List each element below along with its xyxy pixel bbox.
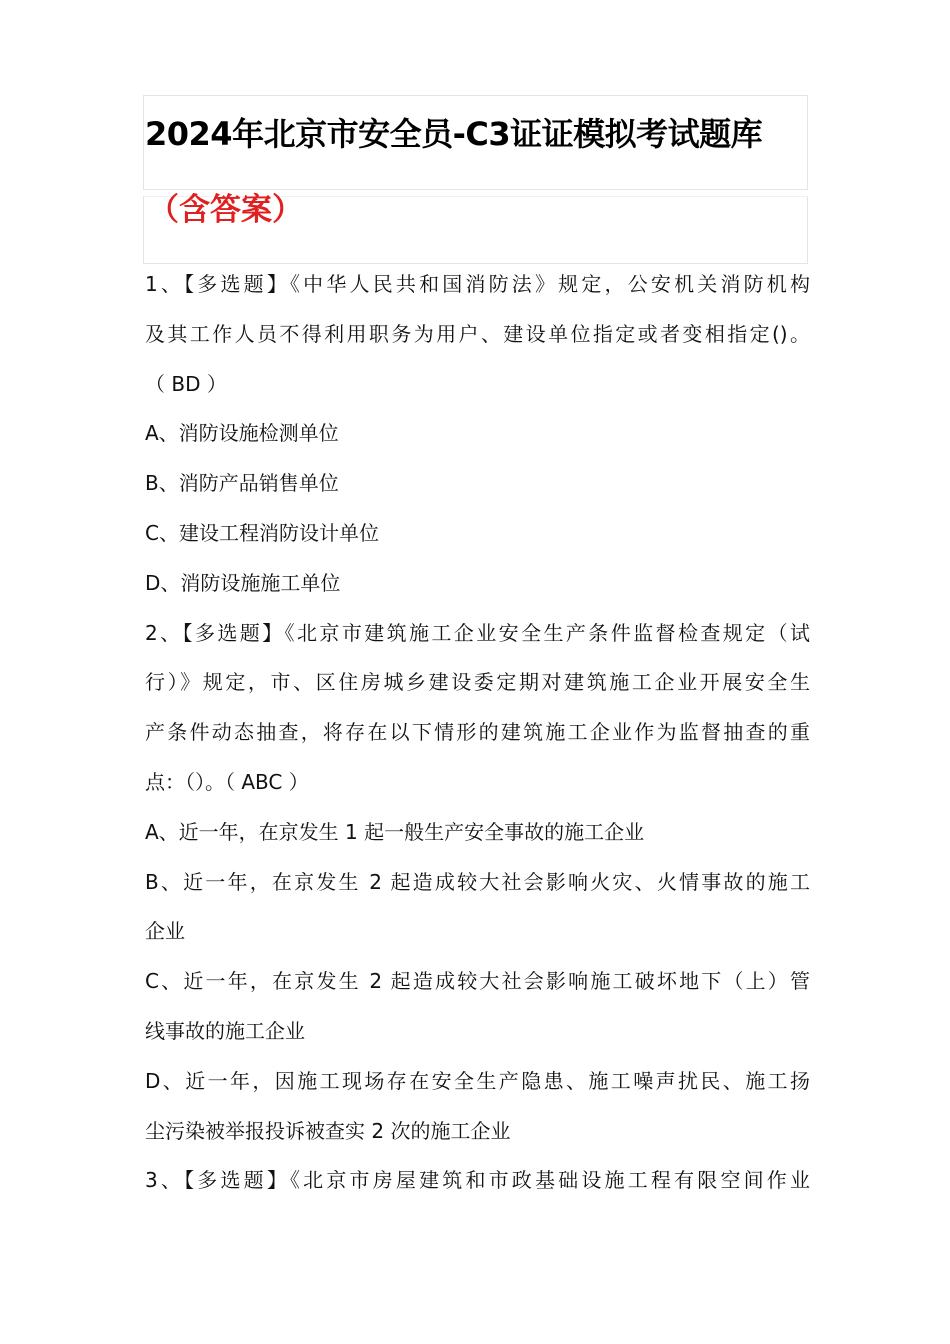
question-1-option-d: D、消防设施施工单位	[145, 570, 341, 595]
question-2-option-c-line-1: C、近一年，在京发生 2 起造成较大社会影响施工破坏地下（上）管	[145, 969, 810, 994]
question-2-option-b-line-1: B、近一年，在京发生 2 起造成较大社会影响火灾、火情事故的施工	[145, 869, 810, 894]
question-2-option-d-line-2: 尘污染被举报投诉被查实 2 次的施工企业	[145, 1118, 511, 1143]
question-1-option-c: C、建设工程消防设计单位	[145, 520, 379, 545]
question-1-text-line-1: 1、【多选题】《中华人民共和国消防法》规定，公安机关消防机构	[145, 272, 810, 296]
question-2-option-c-line-2: 线事故的施工企业	[145, 1018, 305, 1043]
question-1-option-b: B、消防产品销售单位	[145, 471, 339, 496]
question-1-answer: （ BD ）	[145, 371, 227, 396]
question-1-option-a: A、消防设施检测单位	[145, 421, 339, 446]
question-2-text-line-1: 2、【多选题】《北京市建筑施工企业安全生产条件监督检查规定（试	[145, 620, 810, 645]
document-title: 2024年北京市安全员-C3证证模拟考试题库	[145, 115, 763, 153]
question-2-text-line-2: 行）》规定，市、区住房城乡建设委定期对建筑施工企业开展安全生	[145, 670, 810, 695]
question-list	[145, 260, 810, 1206]
question-2-text-line-3: 产条件动态抽查，将存在以下情形的建筑施工企业作为监督抽查的重	[145, 720, 810, 745]
question-2-option-d-line-1: D、近一年，因施工现场存在安全生产隐患、施工噪声扰民、施工扬	[145, 1068, 810, 1093]
document-subtitle: （含答案）	[148, 192, 303, 228]
question-2-option-b-line-2: 企业	[145, 919, 185, 944]
question-3-text-line-1: 3、【多选题】《北京市房屋建筑和市政基础设施工程有限空间作业	[145, 1168, 810, 1193]
question-1-text-line-2: 及其工作人员不得利用职务为用户、建设单位指定或者变相指定()。	[145, 321, 810, 346]
question-2-option-a: A、近一年，在京发生 1 起一般生产安全事故的施工企业	[145, 819, 645, 844]
question-2-text-line-4: 点：（）。（ ABC ）	[145, 769, 309, 794]
